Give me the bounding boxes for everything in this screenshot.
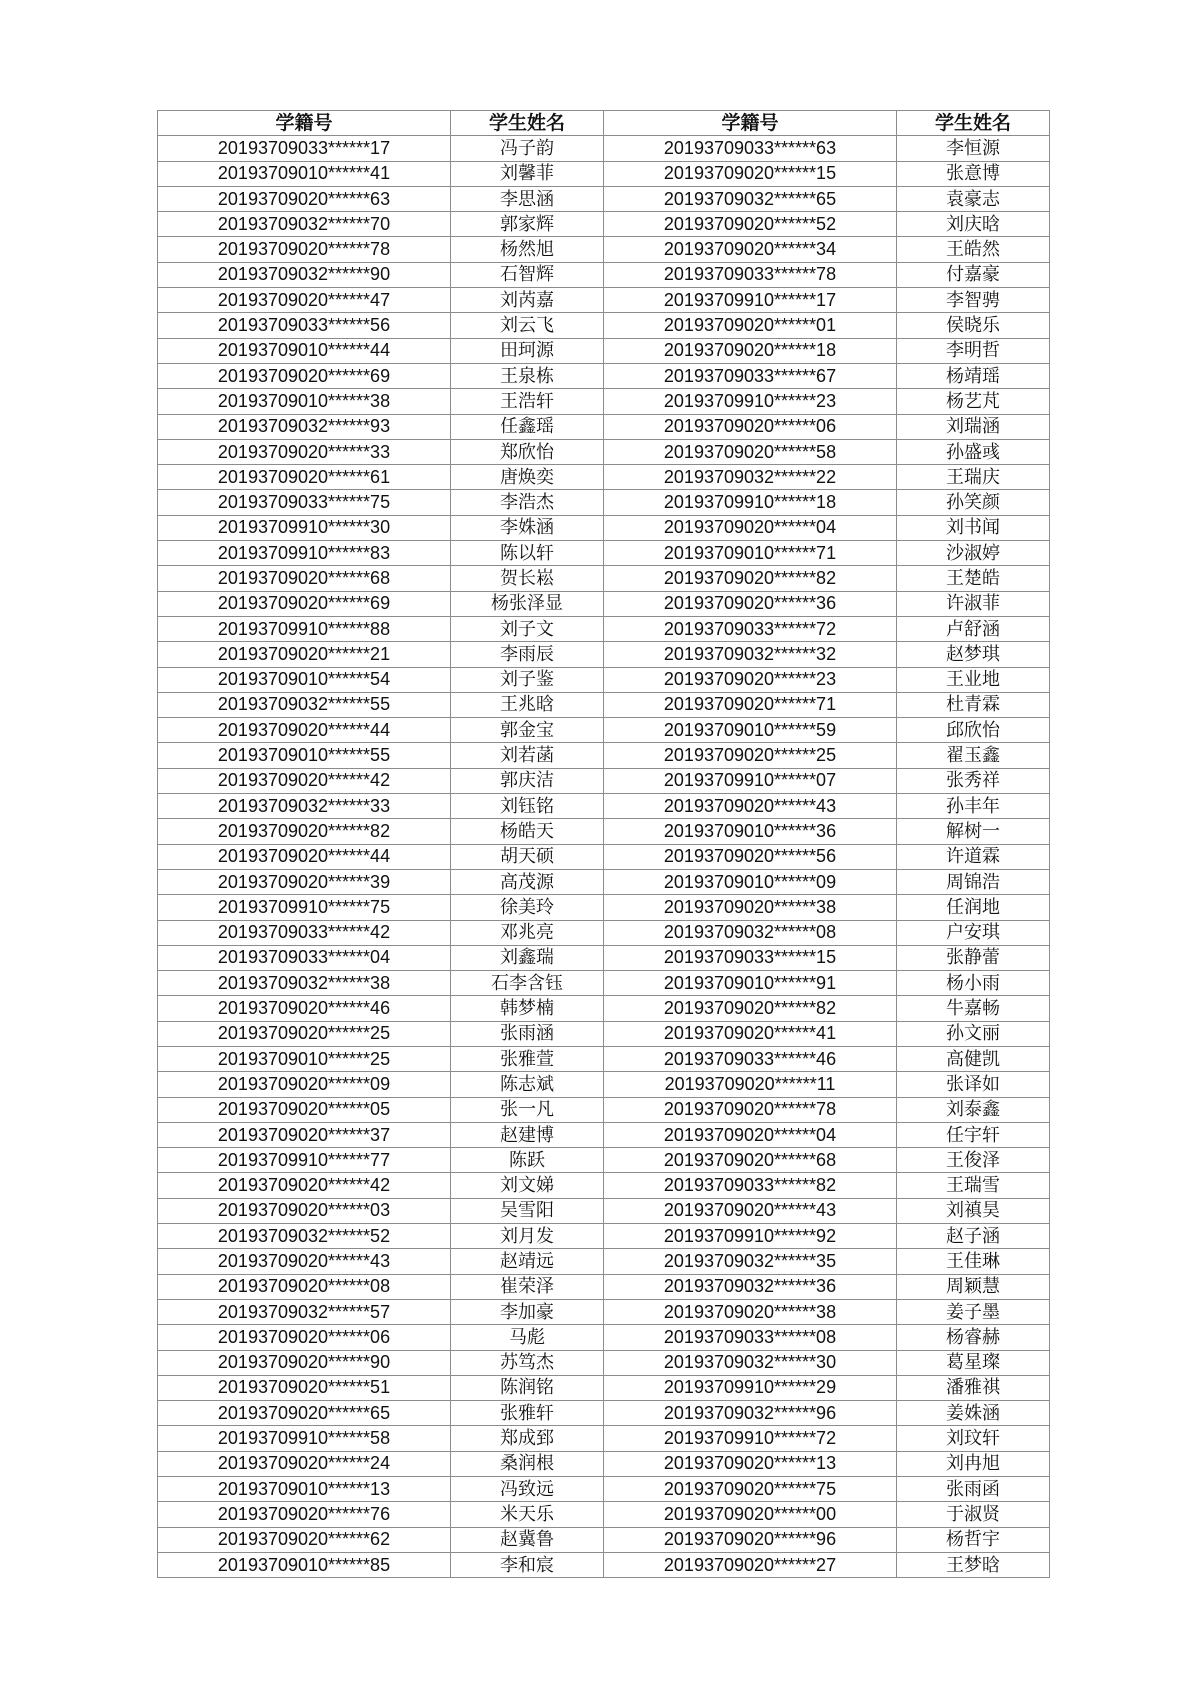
- student-name-cell: 石智辉: [451, 262, 604, 287]
- table-row: [158, 541, 1050, 566]
- student-id-cell: 20193709010******44: [158, 338, 451, 363]
- student-name-cell: 付嘉豪: [897, 262, 1050, 287]
- table-row: [158, 1299, 1050, 1324]
- student-id-cell: 20193709020******47: [158, 288, 451, 313]
- student-name-cell: 韩梦楠: [451, 996, 604, 1021]
- student-name-cell: 姜子墨: [897, 1299, 1050, 1324]
- student-id-cell: 20193709020******00: [604, 1502, 897, 1527]
- student-name-cell: 孙笑颜: [897, 490, 1050, 515]
- student-id-cell: 20193709910******07: [604, 768, 897, 793]
- student-id-cell: 20193709020******34: [604, 237, 897, 262]
- student-id-cell: 20193709020******11: [604, 1072, 897, 1097]
- student-name-cell: 刘瑞涵: [897, 414, 1050, 439]
- student-id-cell: 20193709020******25: [604, 743, 897, 768]
- header-student-name-right: 学生姓名: [897, 111, 1050, 136]
- student-name-cell: 许淑菲: [897, 591, 1050, 616]
- student-id-cell: 20193709032******70: [158, 212, 451, 237]
- student-id-cell: 20193709020******90: [158, 1350, 451, 1375]
- student-id-cell: 20193709032******32: [604, 642, 897, 667]
- student-name-cell: 李浩杰: [451, 490, 604, 515]
- student-name-cell: 王佳琳: [897, 1249, 1050, 1274]
- student-id-cell: 20193709020******05: [158, 1097, 451, 1122]
- student-id-cell: 20193709910******83: [158, 541, 451, 566]
- table-row: [158, 262, 1050, 287]
- student-id-cell: 20193709033******67: [604, 363, 897, 388]
- student-name-cell: 周锦浩: [897, 869, 1050, 894]
- student-id-cell: 20193709020******36: [604, 591, 897, 616]
- student-id-cell: 20193709910******92: [604, 1224, 897, 1249]
- student-id-cell: 20193709020******68: [158, 566, 451, 591]
- table-row: [158, 945, 1050, 970]
- student-id-cell: 20193709010******38: [158, 389, 451, 414]
- student-roster-table: [157, 110, 1050, 1578]
- student-name-cell: 王业地: [897, 667, 1050, 692]
- student-name-cell: 郑欣怡: [451, 439, 604, 464]
- student-id-cell: 20193709020******82: [604, 996, 897, 1021]
- student-id-cell: 20193709910******30: [158, 515, 451, 540]
- student-id-cell: 20193709910******72: [604, 1426, 897, 1451]
- student-name-cell: 张雅轩: [451, 1401, 604, 1426]
- student-name-cell: 沙淑婷: [897, 541, 1050, 566]
- student-name-cell: 徐美玲: [451, 895, 604, 920]
- table-row: [158, 1046, 1050, 1071]
- student-id-cell: 20193709910******75: [158, 895, 451, 920]
- student-name-cell: 刘月发: [451, 1224, 604, 1249]
- student-id-cell: 20193709020******44: [158, 718, 451, 743]
- student-id-cell: 20193709020******43: [604, 1198, 897, 1223]
- student-id-cell: 20193709033******15: [604, 945, 897, 970]
- student-id-cell: 20193709020******39: [158, 869, 451, 894]
- table-row: [158, 1401, 1050, 1426]
- student-name-cell: 任鑫瑶: [451, 414, 604, 439]
- student-name-cell: 杨哲宇: [897, 1527, 1050, 1552]
- student-name-cell: 郑成郅: [451, 1426, 604, 1451]
- student-id-cell: 20193709020******18: [604, 338, 897, 363]
- header-student-id-right: 学籍号: [604, 111, 897, 136]
- student-name-cell: 张雅萱: [451, 1046, 604, 1071]
- student-name-cell: 赵靖远: [451, 1249, 604, 1274]
- table-row: [158, 743, 1050, 768]
- student-id-cell: 20193709020******21: [158, 642, 451, 667]
- table-row: [158, 692, 1050, 717]
- student-name-cell: 李恒源: [897, 136, 1050, 161]
- student-id-cell: 20193709910******88: [158, 616, 451, 641]
- table-row: [158, 920, 1050, 945]
- table-row: [158, 794, 1050, 819]
- table-row: [158, 212, 1050, 237]
- student-name-cell: 陈以轩: [451, 541, 604, 566]
- header-student-id-left: 学籍号: [158, 111, 451, 136]
- student-name-cell: 侯晓乐: [897, 313, 1050, 338]
- student-id-cell: 20193709020******43: [158, 1249, 451, 1274]
- table-row: [158, 1021, 1050, 1046]
- student-id-cell: 20193709020******24: [158, 1451, 451, 1476]
- student-id-cell: 20193709020******15: [604, 161, 897, 186]
- student-id-cell: 20193709020******33: [158, 439, 451, 464]
- table-row: [158, 1148, 1050, 1173]
- student-name-cell: 李智骋: [897, 288, 1050, 313]
- table-row: [158, 1224, 1050, 1249]
- table-row: [158, 465, 1050, 490]
- student-id-cell: 20193709010******55: [158, 743, 451, 768]
- student-id-cell: 20193709033******04: [158, 945, 451, 970]
- student-id-cell: 20193709020******41: [604, 1021, 897, 1046]
- student-id-cell: 20193709020******69: [158, 363, 451, 388]
- student-name-cell: 张译如: [897, 1072, 1050, 1097]
- student-name-cell: 卢舒涵: [897, 616, 1050, 641]
- student-name-cell: 李加豪: [451, 1299, 604, 1324]
- student-name-cell: 葛星璨: [897, 1350, 1050, 1375]
- student-id-cell: 20193709033******78: [604, 262, 897, 287]
- student-id-cell: 20193709020******37: [158, 1122, 451, 1147]
- student-name-cell: 张静蕾: [897, 945, 1050, 970]
- student-name-cell: 刘冉旭: [897, 1451, 1050, 1476]
- student-id-cell: 20193709033******82: [604, 1173, 897, 1198]
- student-id-cell: 20193709020******58: [604, 439, 897, 464]
- student-name-cell: 王瑞庆: [897, 465, 1050, 490]
- student-id-cell: 20193709020******51: [158, 1375, 451, 1400]
- student-id-cell: 20193709020******43: [604, 794, 897, 819]
- student-name-cell: 苏笃杰: [451, 1350, 604, 1375]
- table-row: [158, 1502, 1050, 1527]
- student-id-cell: 20193709010******71: [604, 541, 897, 566]
- table-row: [158, 616, 1050, 641]
- student-name-cell: 翟玉鑫: [897, 743, 1050, 768]
- student-id-cell: 20193709032******08: [604, 920, 897, 945]
- table-row: [158, 1274, 1050, 1299]
- student-name-cell: 于淑贤: [897, 1502, 1050, 1527]
- student-name-cell: 张意博: [897, 161, 1050, 186]
- header-row: [158, 111, 1050, 136]
- student-name-cell: 王楚皓: [897, 566, 1050, 591]
- student-id-cell: 20193709020******08: [158, 1274, 451, 1299]
- student-id-cell: 20193709020******04: [604, 1122, 897, 1147]
- student-id-cell: 20193709020******62: [158, 1527, 451, 1552]
- student-name-cell: 王皓然: [897, 237, 1050, 262]
- student-name-cell: 张秀祥: [897, 768, 1050, 793]
- student-id-cell: 20193709020******69: [158, 591, 451, 616]
- student-id-cell: 20193709020******13: [604, 1451, 897, 1476]
- table-row: [158, 895, 1050, 920]
- table-row: [158, 566, 1050, 591]
- student-name-cell: 刘若菡: [451, 743, 604, 768]
- table-row: [158, 363, 1050, 388]
- student-id-cell: 20193709020******71: [604, 692, 897, 717]
- table-row: [158, 237, 1050, 262]
- student-name-cell: 唐焕奕: [451, 465, 604, 490]
- student-id-cell: 20193709020******42: [158, 768, 451, 793]
- student-name-cell: 郭家辉: [451, 212, 604, 237]
- student-name-cell: 高茂源: [451, 869, 604, 894]
- student-name-cell: 郭金宝: [451, 718, 604, 743]
- student-id-cell: 20193709010******54: [158, 667, 451, 692]
- table-row: [158, 515, 1050, 540]
- student-id-cell: 20193709010******59: [604, 718, 897, 743]
- student-id-cell: 20193709010******41: [158, 161, 451, 186]
- student-name-cell: 刘禛昊: [897, 1198, 1050, 1223]
- student-name-cell: 王泉栋: [451, 363, 604, 388]
- student-name-cell: 王俊泽: [897, 1148, 1050, 1173]
- student-id-cell: 20193709032******33: [158, 794, 451, 819]
- student-name-cell: 郭庆洁: [451, 768, 604, 793]
- table-row: [158, 161, 1050, 186]
- student-name-cell: 杨艺芃: [897, 389, 1050, 414]
- student-id-cell: 20193709010******09: [604, 869, 897, 894]
- student-name-cell: 刘子文: [451, 616, 604, 641]
- student-id-cell: 20193709020******06: [604, 414, 897, 439]
- student-id-cell: 20193709020******06: [158, 1325, 451, 1350]
- student-id-cell: 20193709910******17: [604, 288, 897, 313]
- student-name-cell: 赵梦琪: [897, 642, 1050, 667]
- student-name-cell: 许道霖: [897, 844, 1050, 869]
- student-name-cell: 袁豪志: [897, 186, 1050, 211]
- student-name-cell: 任润地: [897, 895, 1050, 920]
- student-name-cell: 石李含钰: [451, 971, 604, 996]
- student-name-cell: 孙盛彧: [897, 439, 1050, 464]
- student-id-cell: 20193709033******56: [158, 313, 451, 338]
- student-id-cell: 20193709032******52: [158, 1224, 451, 1249]
- student-name-cell: 刘庆晗: [897, 212, 1050, 237]
- student-id-cell: 20193709020******82: [604, 566, 897, 591]
- table-row: [158, 996, 1050, 1021]
- student-id-cell: 20193709020******23: [604, 667, 897, 692]
- student-name-cell: 胡天硕: [451, 844, 604, 869]
- student-name-cell: 刘文娣: [451, 1173, 604, 1198]
- student-name-cell: 任宇轩: [897, 1122, 1050, 1147]
- student-name-cell: 解树一: [897, 819, 1050, 844]
- table-row: [158, 1477, 1050, 1502]
- table-row: [158, 313, 1050, 338]
- student-name-cell: 马彪: [451, 1325, 604, 1350]
- student-name-cell: 冯致远: [451, 1477, 604, 1502]
- student-name-cell: 崔荣泽: [451, 1274, 604, 1299]
- student-name-cell: 陈跃: [451, 1148, 604, 1173]
- student-name-cell: 冯子韵: [451, 136, 604, 161]
- table-row: [158, 1249, 1050, 1274]
- student-id-cell: 20193709910******29: [604, 1375, 897, 1400]
- student-name-cell: 李思涵: [451, 186, 604, 211]
- student-name-cell: 王瑞雪: [897, 1173, 1050, 1198]
- student-name-cell: 王兆晗: [451, 692, 604, 717]
- student-name-cell: 刘钰铭: [451, 794, 604, 819]
- student-name-cell: 刘云飞: [451, 313, 604, 338]
- student-name-cell: 杨皓天: [451, 819, 604, 844]
- student-name-cell: 李姝涵: [451, 515, 604, 540]
- student-id-cell: 20193709910******23: [604, 389, 897, 414]
- student-id-cell: 20193709010******13: [158, 1477, 451, 1502]
- student-name-cell: 杨睿赫: [897, 1325, 1050, 1350]
- table-row: [158, 1198, 1050, 1223]
- student-name-cell: 米天乐: [451, 1502, 604, 1527]
- student-name-cell: 杨张泽显: [451, 591, 604, 616]
- student-name-cell: 刘泰鑫: [897, 1097, 1050, 1122]
- student-name-cell: 王梦晗: [897, 1552, 1050, 1577]
- student-id-cell: 20193709033******46: [604, 1046, 897, 1071]
- student-name-cell: 牛嘉畅: [897, 996, 1050, 1021]
- student-id-cell: 20193709910******18: [604, 490, 897, 515]
- table-row: [158, 1451, 1050, 1476]
- table-row: [158, 1375, 1050, 1400]
- table-row: [158, 1097, 1050, 1122]
- student-name-cell: 赵建博: [451, 1122, 604, 1147]
- table-row: [158, 591, 1050, 616]
- student-id-cell: 20193709020******96: [604, 1527, 897, 1552]
- table-row: [158, 186, 1050, 211]
- student-name-cell: 户安琪: [897, 920, 1050, 945]
- student-id-cell: 20193709020******01: [604, 313, 897, 338]
- student-id-cell: 20193709020******38: [604, 895, 897, 920]
- student-name-cell: 刘子鉴: [451, 667, 604, 692]
- student-id-cell: 20193709020******78: [158, 237, 451, 262]
- table-row: [158, 642, 1050, 667]
- table-row: [158, 136, 1050, 161]
- table-row: [158, 1426, 1050, 1451]
- student-name-cell: 杨小雨: [897, 971, 1050, 996]
- table-row: [158, 844, 1050, 869]
- student-name-cell: 李和宸: [451, 1552, 604, 1577]
- student-id-cell: 20193709032******65: [604, 186, 897, 211]
- student-name-cell: 刘鑫瑞: [451, 945, 604, 970]
- student-name-cell: 刘馨菲: [451, 161, 604, 186]
- student-id-cell: 20193709032******30: [604, 1350, 897, 1375]
- student-id-cell: 20193709032******36: [604, 1274, 897, 1299]
- student-id-cell: 20193709020******44: [158, 844, 451, 869]
- student-id-cell: 20193709020******78: [604, 1097, 897, 1122]
- student-name-cell: 吴雪阳: [451, 1198, 604, 1223]
- student-name-cell: 陈志斌: [451, 1072, 604, 1097]
- student-name-cell: 刘玟轩: [897, 1426, 1050, 1451]
- student-id-cell: 20193709020******27: [604, 1552, 897, 1577]
- table-row: [158, 869, 1050, 894]
- table-header: [158, 111, 1050, 136]
- student-id-cell: 20193709033******08: [604, 1325, 897, 1350]
- student-name-cell: 赵冀鲁: [451, 1527, 604, 1552]
- student-id-cell: 20193709032******96: [604, 1401, 897, 1426]
- table-row: [158, 1350, 1050, 1375]
- student-id-cell: 20193709010******85: [158, 1552, 451, 1577]
- table-row: [158, 414, 1050, 439]
- table-row: [158, 718, 1050, 743]
- student-id-cell: 20193709020******75: [604, 1477, 897, 1502]
- student-name-cell: 周颖慧: [897, 1274, 1050, 1299]
- student-name-cell: 陈润铭: [451, 1375, 604, 1400]
- student-name-cell: 潘雅祺: [897, 1375, 1050, 1400]
- table-row: [158, 971, 1050, 996]
- student-name-cell: 高健凯: [897, 1046, 1050, 1071]
- student-id-cell: 20193709033******72: [604, 616, 897, 641]
- student-id-cell: 20193709010******91: [604, 971, 897, 996]
- student-name-cell: 姜姝涵: [897, 1401, 1050, 1426]
- student-id-cell: 20193709032******22: [604, 465, 897, 490]
- table-body: [158, 136, 1050, 1578]
- table-row: [158, 490, 1050, 515]
- table-row: [158, 338, 1050, 363]
- student-name-cell: 杨靖瑶: [897, 363, 1050, 388]
- student-name-cell: 李雨辰: [451, 642, 604, 667]
- table-row: [158, 1122, 1050, 1147]
- student-id-cell: 20193709020******03: [158, 1198, 451, 1223]
- student-name-cell: 贺长崧: [451, 566, 604, 591]
- student-name-cell: 田珂源: [451, 338, 604, 363]
- student-id-cell: 20193709020******52: [604, 212, 897, 237]
- table-row: [158, 389, 1050, 414]
- student-name-cell: 张雨函: [897, 1477, 1050, 1502]
- student-id-cell: 20193709032******38: [158, 971, 451, 996]
- table-row: [158, 667, 1050, 692]
- student-name-cell: 杨然旭: [451, 237, 604, 262]
- student-id-cell: 20193709032******93: [158, 414, 451, 439]
- table-row: [158, 1552, 1050, 1577]
- student-name-cell: 刘书闻: [897, 515, 1050, 540]
- student-id-cell: 20193709020******61: [158, 465, 451, 490]
- student-name-cell: 孙丰年: [897, 794, 1050, 819]
- student-name-cell: 邱欣怡: [897, 718, 1050, 743]
- table-row: [158, 768, 1050, 793]
- student-name-cell: 张雨涵: [451, 1021, 604, 1046]
- student-name-cell: 刘芮嘉: [451, 288, 604, 313]
- student-id-cell: 20193709910******77: [158, 1148, 451, 1173]
- table-row: [158, 439, 1050, 464]
- table-row: [158, 1173, 1050, 1198]
- student-name-cell: 张一凡: [451, 1097, 604, 1122]
- header-student-name-left: 学生姓名: [451, 111, 604, 136]
- student-id-cell: 20193709020******68: [604, 1148, 897, 1173]
- student-id-cell: 20193709033******42: [158, 920, 451, 945]
- table-row: [158, 1527, 1050, 1552]
- student-id-cell: 20193709032******90: [158, 262, 451, 287]
- student-id-cell: 20193709020******04: [604, 515, 897, 540]
- student-id-cell: 20193709020******82: [158, 819, 451, 844]
- table-row: [158, 1325, 1050, 1350]
- student-name-cell: 李明哲: [897, 338, 1050, 363]
- student-id-cell: 20193709020******56: [604, 844, 897, 869]
- student-name-cell: 赵子涵: [897, 1224, 1050, 1249]
- student-id-cell: 20193709020******65: [158, 1401, 451, 1426]
- student-id-cell: 20193709020******46: [158, 996, 451, 1021]
- student-name-cell: 邓兆亮: [451, 920, 604, 945]
- student-id-cell: 20193709033******75: [158, 490, 451, 515]
- student-id-cell: 20193709020******25: [158, 1021, 451, 1046]
- student-id-cell: 20193709010******25: [158, 1046, 451, 1071]
- student-id-cell: 20193709020******38: [604, 1299, 897, 1324]
- student-id-cell: 20193709032******57: [158, 1299, 451, 1324]
- student-id-cell: 20193709020******09: [158, 1072, 451, 1097]
- student-id-cell: 20193709033******17: [158, 136, 451, 161]
- student-id-cell: 20193709020******63: [158, 186, 451, 211]
- student-name-cell: 杜青霖: [897, 692, 1050, 717]
- student-id-cell: 20193709032******55: [158, 692, 451, 717]
- student-id-cell: 20193709020******76: [158, 1502, 451, 1527]
- student-id-cell: 20193709910******58: [158, 1426, 451, 1451]
- student-id-cell: 20193709033******63: [604, 136, 897, 161]
- table-row: [158, 819, 1050, 844]
- table-row: [158, 288, 1050, 313]
- student-name-cell: 王浩轩: [451, 389, 604, 414]
- table-row: [158, 1072, 1050, 1097]
- student-id-cell: 20193709010******36: [604, 819, 897, 844]
- student-name-cell: 孙文丽: [897, 1021, 1050, 1046]
- student-name-cell: 桑润根: [451, 1451, 604, 1476]
- student-id-cell: 20193709032******35: [604, 1249, 897, 1274]
- student-id-cell: 20193709020******42: [158, 1173, 451, 1198]
